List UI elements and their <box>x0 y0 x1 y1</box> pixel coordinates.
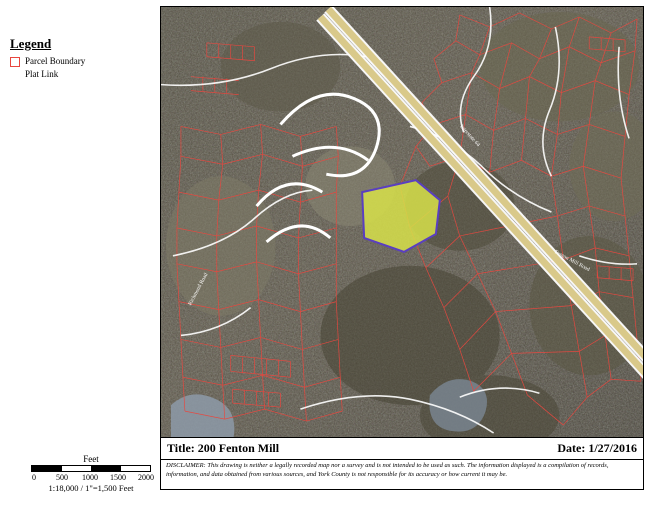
map-label-interstate: Interstate 64 <box>458 123 481 148</box>
scale-ratio-label: 1:18,000 / 1"=1,500 Feet <box>48 483 134 493</box>
disclaimer-text: DISCLAIMER: This drawing is neither a legally recorded map nor a survey and is not intended to be used as such. The information displayed is a compilation of records, information, and data obtained from various sources, and York County is not responsible for its accuracy or how current it may be. <box>166 462 609 478</box>
map-title: Title: 200 Fenton Mill <box>167 441 280 455</box>
scale-units-label: Feet <box>83 454 99 464</box>
legend <box>10 36 150 80</box>
disclaimer-bar <box>160 460 644 490</box>
map-label-richmond-road: Richmond Road <box>187 272 210 307</box>
map-image[interactable] <box>161 7 643 437</box>
scale-segment <box>121 466 150 471</box>
square-outline-icon <box>10 57 20 67</box>
legend-item-label: Plat Link <box>25 69 59 79</box>
left-panel <box>0 0 160 507</box>
legend-item-label: Parcel Boundary <box>25 56 86 66</box>
legend-item-parcel-boundary <box>10 56 150 67</box>
scale-tick-labels <box>20 473 160 482</box>
scale-tick: 1500 <box>110 473 126 482</box>
map-title-bar <box>160 438 644 460</box>
square-blank-icon <box>10 70 20 80</box>
scale-bar-block <box>30 454 152 493</box>
scale-segment <box>62 466 92 471</box>
scale-tick: 1000 <box>82 473 98 482</box>
map-canvas[interactable] <box>161 7 643 437</box>
scale-segment <box>92 466 122 471</box>
legend-item-plat-link <box>10 69 150 80</box>
scale-tick: 500 <box>56 473 68 482</box>
scale-tick: 0 <box>32 473 36 482</box>
map-date: Date: 1/27/2016 <box>557 441 637 455</box>
scale-tick: 2000 <box>138 473 154 482</box>
scale-bar-graphic <box>31 465 151 472</box>
map-frame[interactable] <box>160 6 644 438</box>
scale-segment <box>32 466 62 471</box>
legend-title: Legend <box>10 36 52 51</box>
map-label-fenton-mill: Fenton Mill Road <box>553 249 591 273</box>
